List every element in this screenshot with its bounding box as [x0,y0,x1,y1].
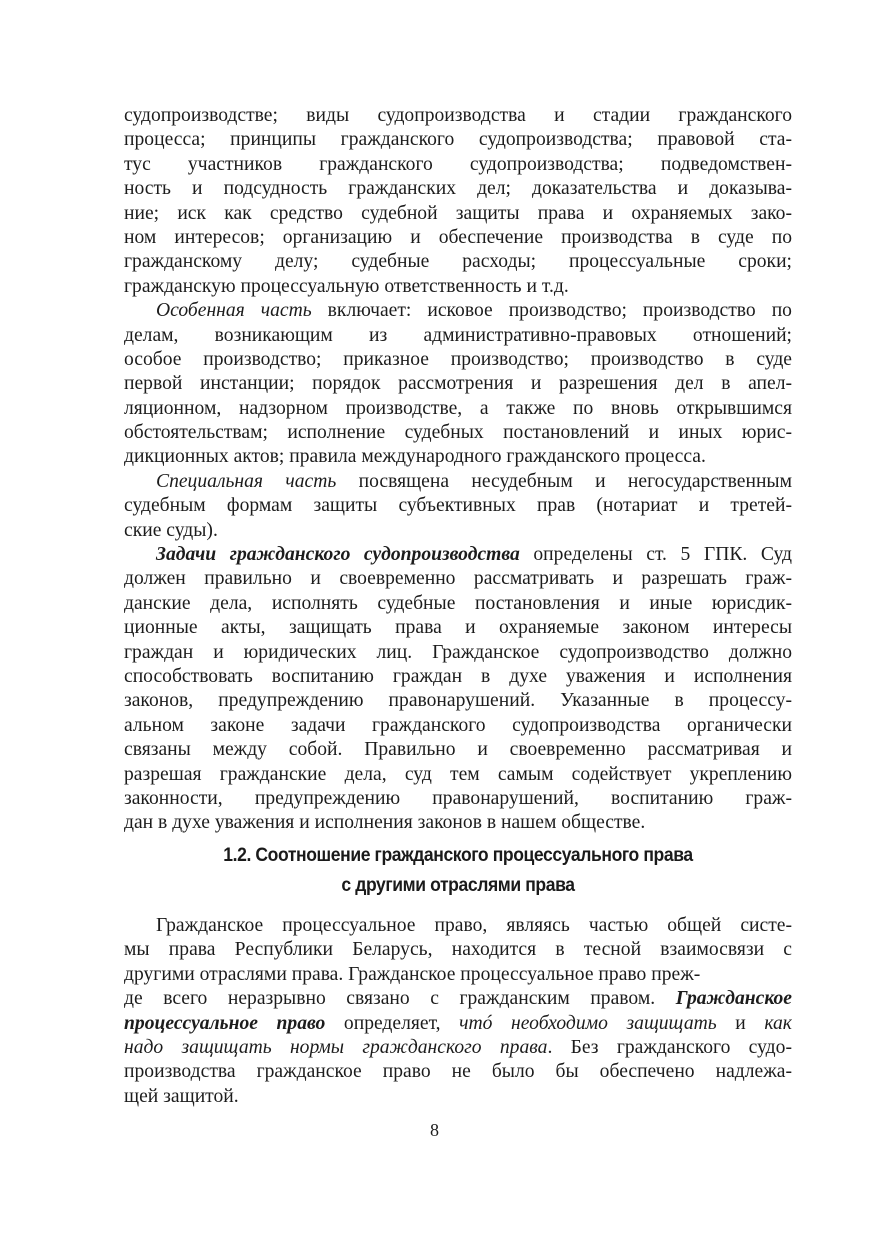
paragraph-tasks-first-line: Задачи гражданского судопроизводства определены ст. 5 ГПК. Суд [156,544,792,566]
paragraph-special-part [124,324,792,470]
section-heading-line-1: 1.2. Соотношение гражданского процессуального права [223,844,693,866]
paragraph-tasks [124,567,792,835]
text-line: мы права Республики Беларусь, находится в тесной взаимосвязи с [124,939,792,961]
text-line: должен правильно и своевременно рассматривать и разрешать граж- [124,568,792,590]
page-number: 8 [430,1120,439,1140]
term-procedural-law: процессуальное право [124,1012,326,1034]
paragraph-relation-line-4: де всего неразрывно связано с гражданским правом. Гражданское [124,988,792,1010]
paragraph-relation-line-6: надо защищать нормы гражданского права. Без гражданского судо- [124,1036,792,1058]
text-line: судебным формам защиты субъективных прав (нотариат и третей- [124,495,792,517]
text-line: законности, предупреждению правонарушений, воспитанию граж- [124,787,792,809]
term-civil-procedural: Гражданское [675,988,792,1010]
text-line: первой инстанции; порядок рассмотрения и разрешения дел в апел- [124,373,792,395]
text-line: дикционных актов; правила международного гражданского процесса. [124,446,706,468]
text-line: делам, возникающим из административно-правовых отношений; [124,324,792,346]
text-line: граждан и юридических лиц. Гражданское судопроизводство должно [124,641,792,663]
paragraph-relation-tail [124,1060,792,1109]
text-line: обстоятельствам; исполнение судебных постановлений и иных юрис- [124,422,792,444]
text-line: тус участников гражданского судопроизводства; подведомствен- [124,153,792,175]
text-line: гражданскую процессуальную ответственность и т.д. [124,275,569,297]
section-heading-line-2: с другими отраслями права [341,874,575,896]
text-line: дан в духе уважения и исполнения законов в нашем обществе. [124,812,646,834]
term-special-part: Особенная часть [156,300,312,322]
text-line: разрешая гражданские дела, суд тем самым содействует укреплению [124,763,792,785]
text-block-1 [124,104,792,836]
text-line: ляционном, надзорном производстве, а также по вновь открывшимся [124,397,792,419]
text-line: данские дела, исполнять судебные постановления и иные юрисдик- [124,592,792,614]
text-line: гражданскому делу; судебные расходы; процессуальные сроки; [124,251,792,273]
paragraph-relation-line-5: процессуальное право определяет, чтó необходимо защищать и как [124,1012,792,1034]
text-line: другими отраслями права. Гражданское процессуальное право преж- [124,963,701,985]
text-line: особое производство; приказное производство; производство в суде [124,348,792,370]
text-line: ность и подсудность гражданских дел; доказательства и доказыва- [124,178,792,200]
text-line: производства гражданское право не было бы обеспечено надлежа- [124,1061,792,1083]
text-line: альном законе задачи гражданского судопроизводства органически [124,714,792,736]
text-line: ционные акты, защищать права и охраняемые законом интересы [124,617,792,639]
paragraph-specific-part-first-line: Специальная часть посвящена несудебным и негосударственным [156,470,792,492]
text-line: Гражданское процессуальное право, являясь частью общей систе- [156,915,792,936]
text-line: судопроизводстве; виды судопроизводства и стадии гражданского [124,105,792,126]
text-line: щей защитой. [124,1085,239,1107]
text-line: способствовать воспитанию граждан в духе уважения и исполнения [124,665,792,687]
term-tasks: Задачи гражданского судопроизводства [156,544,520,566]
term-specific-part: Специальная часть [156,470,337,492]
text-line: ном интересов; организацию и обеспечение производства в суде по [124,226,792,248]
text-line: процесса; принципы гражданского судопроизводства; правовой ста- [124,129,792,151]
text-line: ние; иск как средство судебной защиты права и охраняемых зако- [124,202,792,224]
text-line: законов, предупреждению правонарушений. Указанные в процессу- [124,690,792,712]
paragraph-specific-part [124,494,792,543]
text-block-2 [124,914,792,1109]
text-line: ские суды). [124,519,218,541]
text-line: связаны между собой. Правильно и своевременно рассматривая и [124,739,792,761]
paragraph-general-part [124,104,792,299]
paragraph-relation [124,914,792,987]
paragraph-special-part-first-line: Особенная часть включает: исковое производство; производство по [156,300,792,322]
